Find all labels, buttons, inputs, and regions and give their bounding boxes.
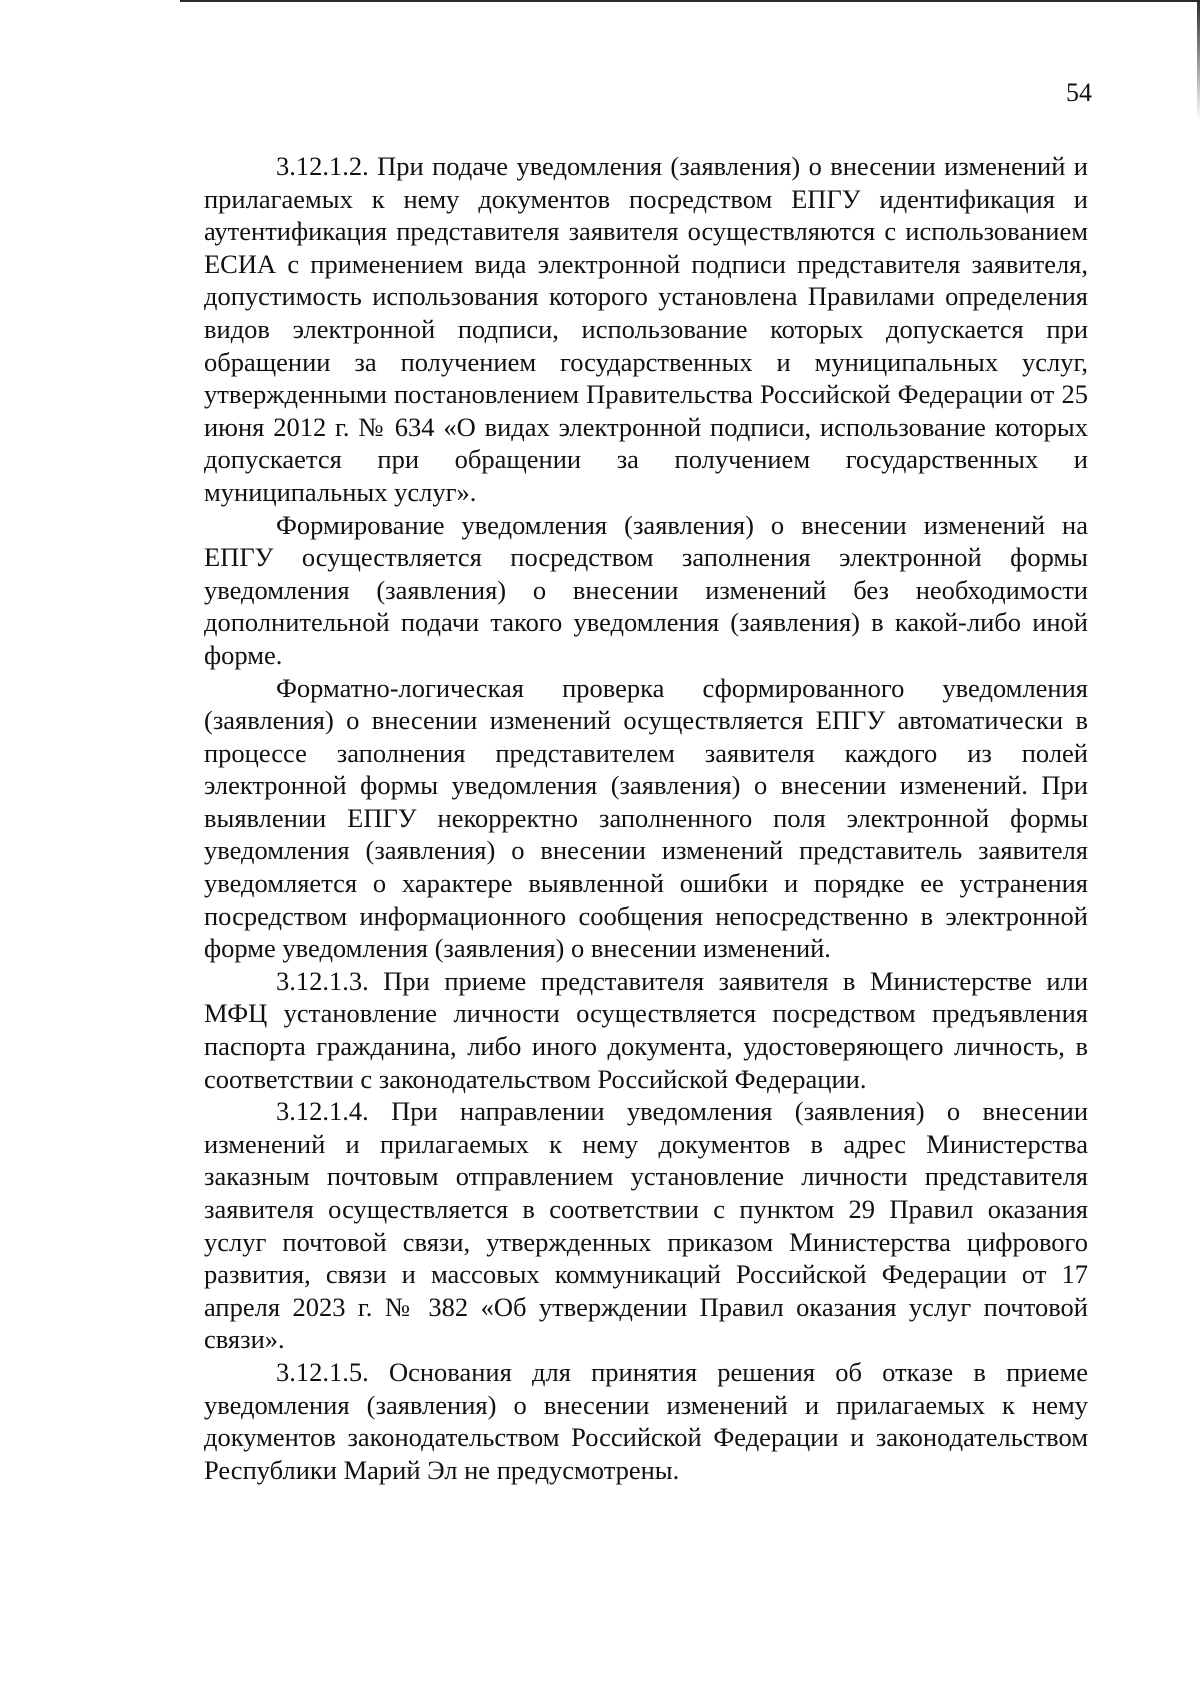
- paragraph-3-12-1-5: 3.12.1.5. Основания для принятия решения об отказе в приеме уведомления (заявления) о внесении изменений и прилагаемых к нему документов законодательством Российской Федерации и законодательством Республики Марий Эл не предусмотрены.: [204, 1356, 1088, 1485]
- paragraph-3-12-1-2: 3.12.1.2. При подаче уведомления (заявления) о внесении изменений и прилагаемых к нему документов посредством ЕПГУ идентификация и аутентификация представителя заявителя осуществляются с использованием ЕСИА с применением вида электронной подписи представителя заявителя, допустимость использования которого установлена Правилами определения видов электронной подписи, использование которых допускается при обращении за получением государственных и муниципальных услуг, утвержденными постановлением Правительства Российской Федерации от 25 июня 2012 г. № 634 «О видах электронной подписи, использование которых допускается при обращении за получением государственных и муниципальных услуг».: [204, 151, 1088, 507]
- page-number: 54: [1066, 78, 1092, 107]
- paragraph-forming-notice: Формирование уведомления (заявления) о внесении изменений на ЕПГУ осуществляется посредством заполнения электронной формы уведомления (заявления) о внесении изменений без необходимости дополнительной подачи такого уведомления (заявления) в какой-либо иной форме.: [204, 509, 1088, 670]
- document-body: [204, 150, 1088, 1486]
- paragraph-3-12-1-4: 3.12.1.4. При направлении уведомления (заявления) о внесении изменений и прилагаемых к нему документов в адрес Министерства заказным почтовым отправлением установление личности представителя заявителя осуществляется в соответствии с пунктом 29 Правил оказания услуг почтовой связи, утвержденных приказом Министерства цифрового развития, связи и массовых коммуникаций Российской Федерации от 17 апреля 2023 г. № 382 «Об утверждении Правил оказания услуг почтовой связи».: [204, 1096, 1088, 1355]
- paragraph-3-12-1-3: 3.12.1.3. При приеме представителя заявителя в Министерстве или МФЦ установление личности осуществляется посредством предъявления паспорта гражданина, либо иного документа, удостоверяющего личность, в соответствии с законодательством Российской Федерации.: [204, 965, 1088, 1094]
- paragraph-format-check: Форматно-логическая проверка сформированного уведомления (заявления) о внесении изменений осуществляется ЕПГУ автоматически в процессе заполнения представителем заявителя каждого из полей электронной формы уведомления (заявления) о внесении изменений. При выявлении ЕПГУ некорректно заполненного поля электронной формы уведомления (заявления) о внесении изменений представитель заявителя уведомляется о характере выявленной ошибки и порядке ее устранения посредством информационного сообщения непосредственно в электронной форме уведомления (заявления) о внесении изменений.: [204, 672, 1088, 964]
- scan-edge-top: [180, 0, 1200, 2]
